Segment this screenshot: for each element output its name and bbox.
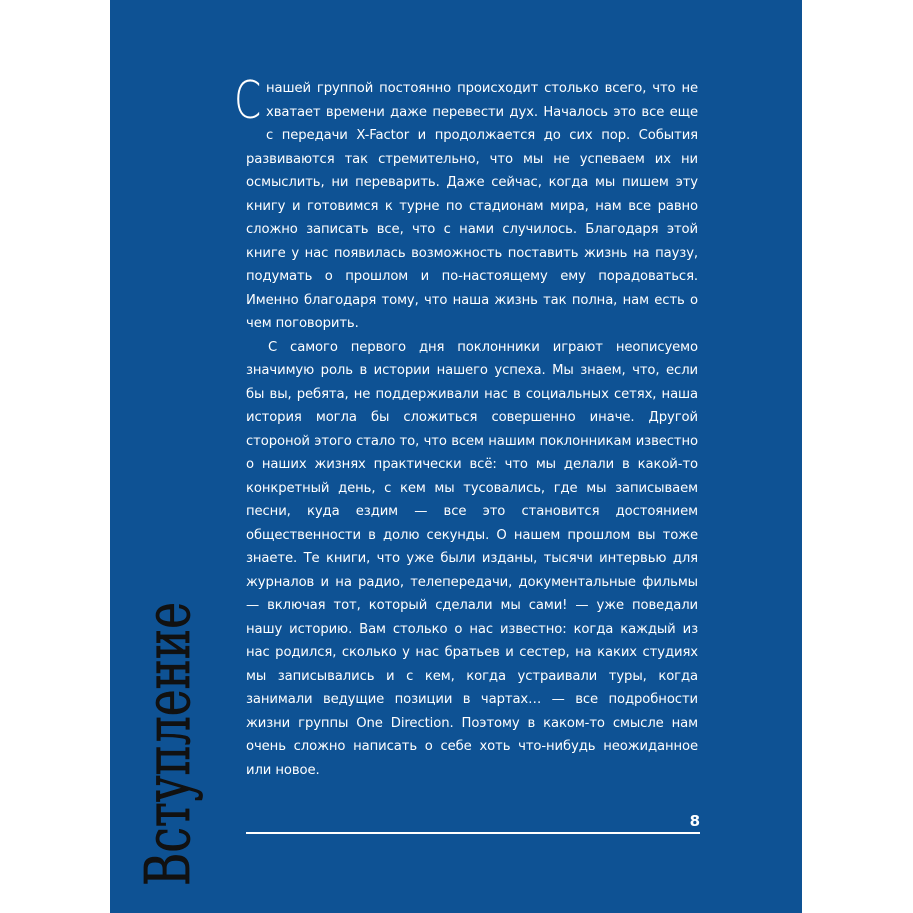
chapter-title-graphic: [131, 498, 204, 888]
drop-cap: С: [234, 71, 262, 131]
book-page: [110, 0, 802, 913]
paragraph-1: нашей группой постоянно происходит столько всего, что не хватает времени даже перевести дух. Началось это все еще с передачи X-Factor и продолжается до сих пор. События развиваются так стремительно, что мы не успеваем их ни осмыслить, ни переварить. Даже сейчас, когда мы пишем эту книгу и готовимся к турне по стадионам мира, нам все равно сложно записать все, что с нами случилось. Благодаря этой книге у нас появилась возможность поставить жизнь на паузу, подумать о прошлом и по-настоящему ему порадоваться. Именно благодаря тому, что наша жизнь так полна, нам есть о чем поговорить.: [246, 81, 698, 331]
footer-rule: [246, 832, 700, 834]
paragraph-2: С самого первого дня поклонники играют неописуемо значимую роль в истории нашего успеха. Мы знаем, что, если бы вы, ребята, не поддерживали нас в социальных сетях, наша история могла бы сложиться совершенно иначе. Другой стороной этого стало то, что всем нашим поклонникам известно о наших жизнях практически всё: что мы делали в какой-то конкретный день, с кем мы тусовались, где мы записываем песни, куда ездим — все это становится достоянием общественности в долю секунды. О нашем прошлом вы тоже знаете. Те книги, что уже были изданы, тысячи интервью для журналов и на радио, телепередачи, документальные фильмы — включая тот, который сделали мы сами! — уже поведали нашу историю. Вам столько о нас известно: когда каждый из нас родился, сколько у нас братьев и сестер, на каких студиях мы записывались и с кем, когда устраивали туры, когда занимали ведущие позиции в чартах… — все подробности жизни группы One Direction. Поэтому в каком-то смысле нам очень сложно написать о себе хоть что-нибудь неожиданное или новое.: [246, 339, 698, 778]
chapter-title-text: Вступление: [131, 498, 204, 886]
chapter-title: [131, 498, 204, 888]
body-text: [234, 71, 698, 782]
page-number: 8: [689, 812, 700, 830]
